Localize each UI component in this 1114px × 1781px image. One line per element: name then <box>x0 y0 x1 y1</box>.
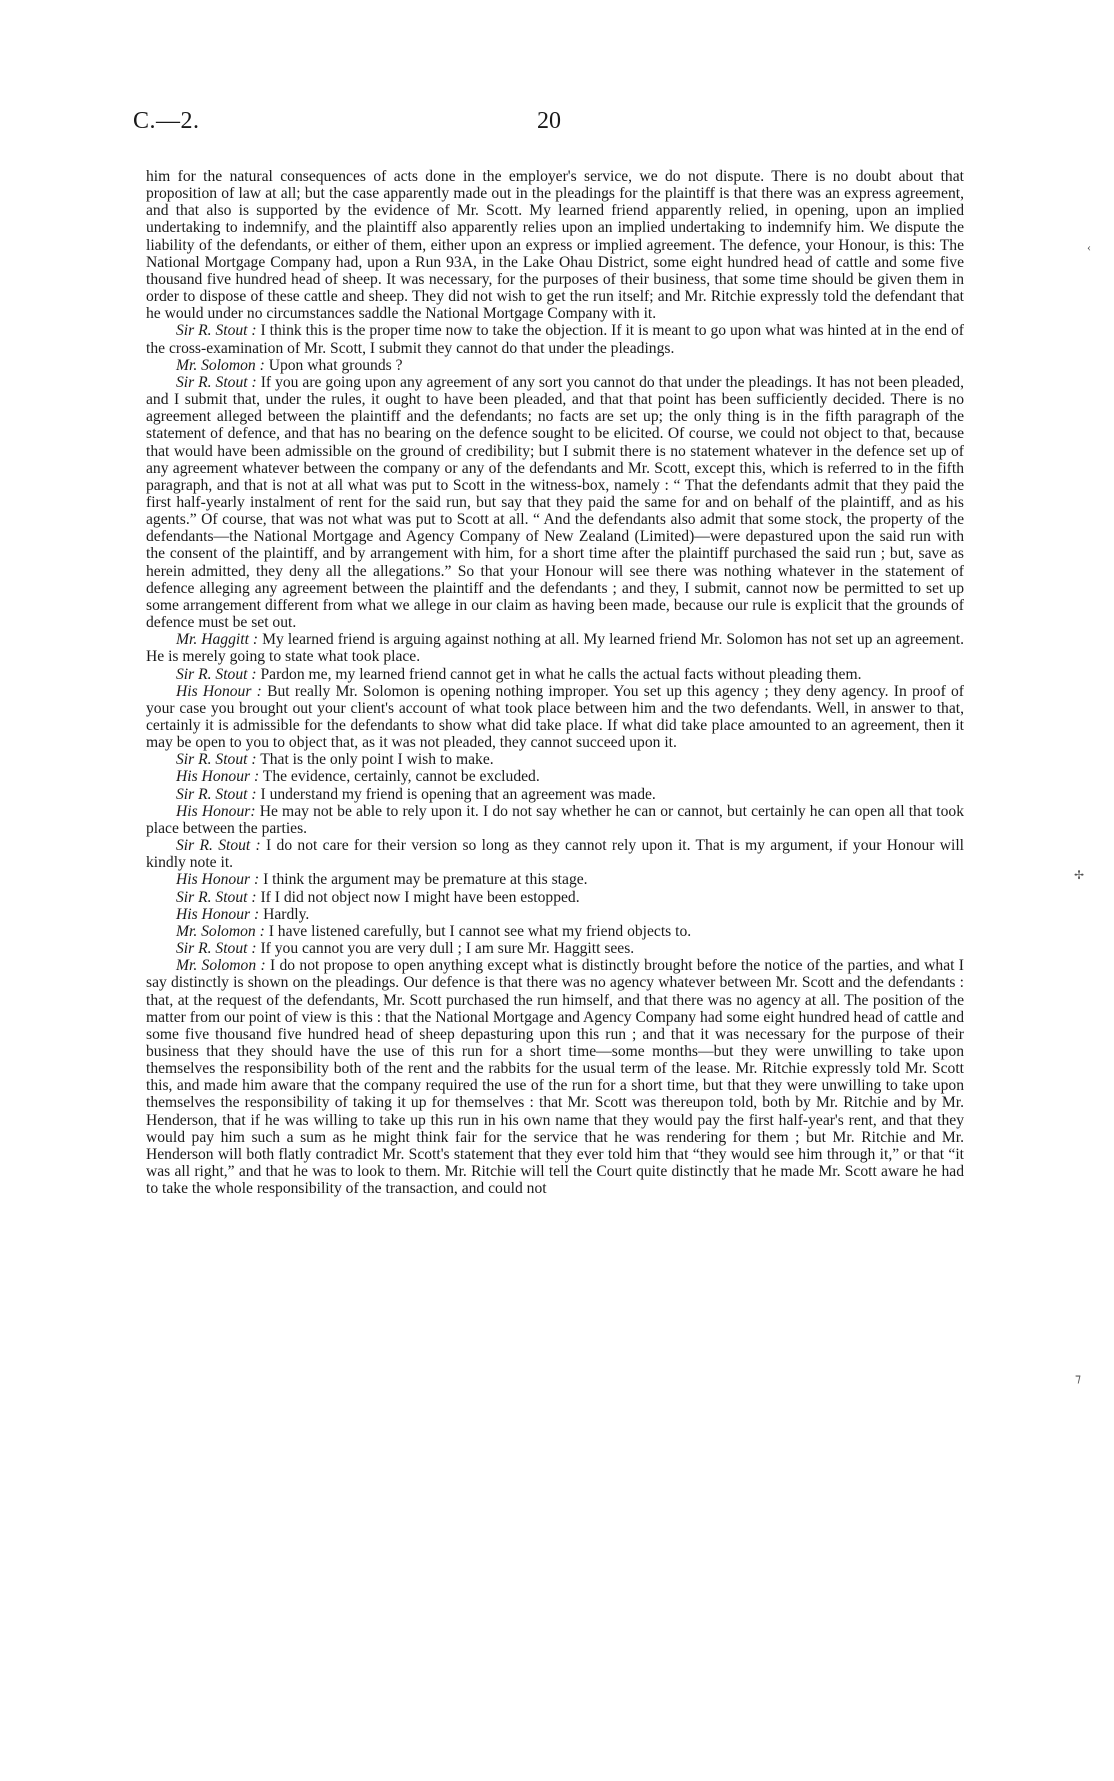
speaker-name: Sir R. Stout : <box>176 785 257 803</box>
paragraph-text: If you are going upon any agreement of any sort you cannot do that under the pleadings. It has not been pleaded, and I submit that, under the rules, it ought to have been pleaded, and that that point has been sufficiently decided. There is no agreement alleged between the plaintiff and the defendants; no facts are set up; the only thing is in the fifth paragraph of the statement of defence, and that has no bearing on the defence sought to be elicited. Of course, we could not object to that, because that would have been admissible on the ground of credibility; but I submit there is no statement whatever in the defence set up of any agreement whatever between the company or any of the defendants and Mr. Scott, except this, which is referred to in the fifth paragraph, and that is not at all what was put to Scott in the witness-box, namely : “ That the defendants admit that they paid the first half-yearly instalment of rent for the said run, but say that they paid the same for and on behalf of the plaintiff, and as his agents.” Of course, that was not what was put to Scott at all. “ And the defendants also admit that some stock, the property of the defendants—the National Mortgage and Agency Company of New Zealand (Limited)—were depastured upon the said run with the consent of the plaintiff, and by arrangement with him, for a short time after the plaintiff purchased the said run ; but, save as herein admitted, they deny all the allegations.” So that your Honour will see there was nothing whatever in the statement of defence alleging any agreement between the plaintiff and the defendants ; and they, I submit, cannot now be permitted to set up some arrangement different from what we allege in our claim as having been made, because our rule is explicit that the grounds of defence must be set out. <box>146 373 964 632</box>
margin-tick-mark: ✢ <box>1074 868 1085 882</box>
paragraph-text: I think the argument may be premature at this stage. <box>259 871 588 889</box>
paragraph <box>146 168 964 322</box>
paragraph-text: I understand my friend is opening that an agreement was made. <box>256 785 656 803</box>
paragraph-text: I have listened carefully, but I cannot see what my friend objects to. <box>264 922 692 940</box>
paragraph <box>146 957 964 1197</box>
paragraph-text: That is the only point I wish to make. <box>256 751 494 769</box>
paragraph-text: him for the natural consequences of acts done in the employer's service, we do not dispute. There is no doubt about that proposition of law at all; but the case apparently made out in the pleadings for the plaintiff is that there was an express agreement, and that also is supported by the evidence of Mr. Scott. My learned friend apparently relied, in opening, upon an implied undertaking to indemnify, and the plaintiff also apparently relies upon an implied undertaking to indemnify him. We dispute the liability of the defendants, or either of them, either upon an express or implied agreement. The defence, your Honour, is this: The National Mortgage Company had, upon a Run 93A, in the Lake Ohau District, some eight hundred head of cattle and some five thousand five hundred head of sheep. It was necessary, for the purposes of their business, that some time should be given them in order to dispose of these cattle and sheep. They did not wish to get the run itself; and Mr. Ritchie expressly told the defendant that he would under no circumstances saddle the National Mortgage Company with it. <box>146 168 964 323</box>
paragraph <box>146 751 964 768</box>
speaker-name: Mr. Solomon : <box>176 957 266 975</box>
document-reference: C.—2. <box>133 108 200 134</box>
paragraph <box>146 322 964 356</box>
speaker-name: Sir R. Stout : <box>176 322 257 340</box>
speaker-name: Mr. Solomon : <box>176 356 265 374</box>
paragraph <box>146 940 964 957</box>
paragraph <box>146 906 964 923</box>
paragraph-text: He may not be able to rely upon it. I do not say whether he can or cannot, but certainly he can open all that took place between the parties. <box>146 802 964 837</box>
speaker-name: His Honour: <box>176 802 256 820</box>
paragraph-text: I do not care for their version so long as they cannot rely upon it. That is my argument, if your Honour will kindly note it. <box>146 837 964 872</box>
paragraph <box>146 803 964 837</box>
paragraph <box>146 666 964 683</box>
speaker-name: Sir R. Stout : <box>176 373 257 391</box>
paragraph-text: I think this is the proper time now to take the objection. If it is meant to go upon what was hinted at in the end of the cross-examination of Mr. Scott, I submit they cannot do that under the pleadings. <box>146 322 964 357</box>
paragraph-text: The evidence, certainly, cannot be excluded. <box>259 768 540 786</box>
paragraph <box>146 768 964 785</box>
paragraph-text: Upon what grounds ? <box>264 356 403 374</box>
paragraph <box>146 683 964 752</box>
speaker-name: Mr. Haggitt : <box>176 631 259 649</box>
paragraph <box>146 374 964 631</box>
margin-tick-mark: ⁊ <box>1075 1371 1081 1385</box>
speaker-name: His Honour : <box>176 682 262 700</box>
paragraph <box>146 631 964 665</box>
speaker-name: Sir R. Stout : <box>176 837 261 855</box>
paragraph <box>146 923 964 940</box>
paragraph-text: Hardly. <box>259 905 310 923</box>
paragraph-text: If you cannot you are very dull ; I am sure Mr. Haggitt sees. <box>256 940 635 958</box>
speaker-name: Sir R. Stout : <box>176 888 257 906</box>
speaker-name: His Honour : <box>176 905 260 923</box>
paragraph-text: I do not propose to open anything except what is distinctly brought before the notice of the parties, and what I say distinctly is shown on the pleadings. Our defence is that there was no agency whatever between Mr. Scott and the defendants : that, at the request of the defendants, Mr. Scott purchased the run himself, and that there was no agency at all. The position of the matter from our point of view is this : that the National Mortgage and Agency Company had some eight hundred head of cattle and some five thousand five hundred head of sheep depasturing upon this run ; and that it was necessary for the purpose of their business that they should have the use of this run for a short time—some months—but they were unwilling to take upon themselves the responsibility both of the rent and the rabbits for the usual term of the lease. Mr. Ritchie expressly told Mr. Scott this, and made him aware that the company required the use of the run for a short time, but that they were unwilling to take upon themselves the responsibility of taking it up for themselves : that Mr. Scott was thereupon told, both by Mr. Ritchie and by Mr. Henderson, that if he was willing to take up this run in his own name that they would pay the first half-year's rent, and that they would pay him such a sum as he might think fair for the service that he was rendering for them ; but Mr. Ritchie and Mr. Henderson will both flatly contradict Mr. Scott's statement that they ever told him that “they would see him through it,” or that “it was all right,” and that he was to look to them. Mr. Ritchie will tell the Court quite distinctly that he made Mr. Scott aware he had to take the whole responsibility of the transaction, and could not <box>146 957 965 1198</box>
paragraph-text: Pardon me, my learned friend cannot get in what he calls the actual facts without pleading them. <box>256 665 862 683</box>
document-body <box>146 168 964 1197</box>
page-header <box>133 108 990 148</box>
paragraph <box>146 837 964 871</box>
page-number: 20 <box>537 108 561 134</box>
paragraph <box>146 786 964 803</box>
paragraph-text: If I did not object now I might have been estopped. <box>256 888 580 906</box>
paragraph-text: My learned friend is arguing against nothing at all. My learned friend Mr. Solomon has not set up an agreement. He is merely going to state what took place. <box>146 631 964 666</box>
speaker-name: His Honour : <box>176 768 260 786</box>
speaker-name: His Honour : <box>176 871 260 889</box>
speaker-name: Sir R. Stout : <box>176 940 257 958</box>
paragraph <box>146 889 964 906</box>
speaker-name: Mr. Solomon : <box>176 922 265 940</box>
speaker-name: Sir R. Stout : <box>176 665 257 683</box>
paragraph-text: But really Mr. Solomon is opening nothing improper. You set up this agency ; they deny agency. In proof of your case you brought out your client's account of what took place between him and the two defendants. Well, in answer to that, certainly it is admissible for the defendants to show what did take place. If what did take place amounted to an agreement, then it may be open to you to object that, as it was not pleaded, they cannot succeed upon it. <box>146 682 964 752</box>
paragraph <box>146 357 964 374</box>
speaker-name: Sir R. Stout : <box>176 751 257 769</box>
margin-tick-mark: ‹ <box>1087 240 1091 254</box>
paragraph <box>146 871 964 888</box>
